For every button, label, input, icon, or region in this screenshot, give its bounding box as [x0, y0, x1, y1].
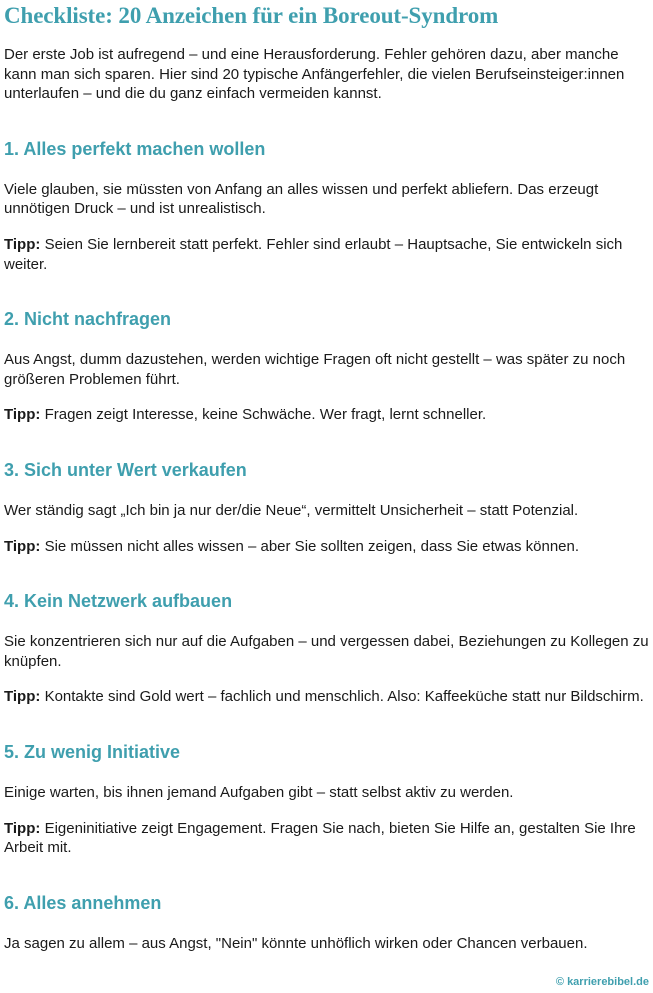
page-title: Checkliste: 20 Anzeichen für ein Boreout-Syndrom [4, 3, 499, 28]
tip-text: Sie müssen nicht alles wissen – aber Sie sollten zeigen, dass Sie etwas können. [44, 537, 580, 555]
tip-label: Tipp: [4, 537, 41, 555]
tip-label: Tipp: [4, 235, 41, 253]
tip-text: Seien Sie lernbereit statt perfekt. Fehler sind erlaubt – Hauptsache, Sie entwickeln sich weiter. [4, 235, 623, 273]
tip-text: Kontakte sind Gold wert – fachlich und menschlich. Also: Kaffeeküche statt nur Bildschirm. [44, 688, 644, 706]
section-body: Einige warten, bis ihnen jemand Aufgaben gibt – statt selbst aktiv zu werden. [4, 783, 514, 801]
section-body: Ja sagen zu allem – aus Angst, "Nein" könnte unhöflich wirken oder Chancen verbauen. [4, 934, 588, 952]
tip-label: Tipp: [4, 406, 41, 424]
tip-label: Tipp: [4, 688, 41, 706]
section-2 [4, 308, 649, 425]
section-heading: 3. Sich unter Wert verkaufen [4, 459, 247, 480]
section-6 [4, 892, 649, 954]
section-3 [4, 459, 649, 556]
section-heading: 6. Alles annehmen [4, 892, 162, 913]
section-body: Wer ständig sagt „Ich bin ja nur der/die Neue“, vermittelt Unsicherheit – statt Potenzial. [4, 501, 579, 519]
section-tip [4, 405, 649, 425]
intro-paragraph: Der erste Job ist aufregend – und eine Herausforderung. Fehler gehören dazu, aber manche kann man sich sparen. Hier sind 20 typische Anfängerfehler, die vielen Berufseinsteiger:innen unterlaufen – und die du ganz einfach vermeiden kannst. [4, 46, 625, 103]
section-body: Viele glauben, sie müssten von Anfang an alles wissen und perfekt abliefern. Das erzeugt unnötigen Druck – und ist unrealistisch. [4, 180, 599, 218]
tip-label: Tipp: [4, 819, 41, 837]
source-credit: © karrierebibel.de [555, 976, 649, 988]
section-4 [4, 590, 649, 707]
section-tip [4, 687, 649, 707]
section-tip [4, 235, 649, 274]
section-1 [4, 138, 649, 274]
checklist-document [4, 0, 649, 953]
section-heading: 5. Zu wenig Initiative [4, 741, 181, 762]
section-body: Sie konzentrieren sich nur auf die Aufgaben – und vergessen dabei, Beziehungen zu Kollegen zu knüpfen. [4, 633, 649, 670]
tip-text: Eigeninitiative zeigt Engagement. Fragen Sie nach, bieten Sie Hilfe an, gestalten Sie Ihre Arbeit mit. [4, 819, 636, 857]
tip-text: Fragen zeigt Interesse, keine Schwäche. Wer fragt, lernt schneller. [44, 406, 487, 424]
section-5 [4, 741, 649, 858]
section-heading: 1. Alles perfekt machen wollen [4, 138, 266, 159]
section-tip [4, 537, 649, 557]
section-body: Aus Angst, dumm dazustehen, werden wichtige Fragen oft nicht gestellt – was später zu noch größeren Problemen führt. [4, 351, 626, 388]
section-heading: 4. Kein Netzwerk aufbauen [4, 591, 233, 612]
section-tip [4, 819, 649, 858]
section-heading: 2. Nicht nachfragen [4, 309, 172, 330]
